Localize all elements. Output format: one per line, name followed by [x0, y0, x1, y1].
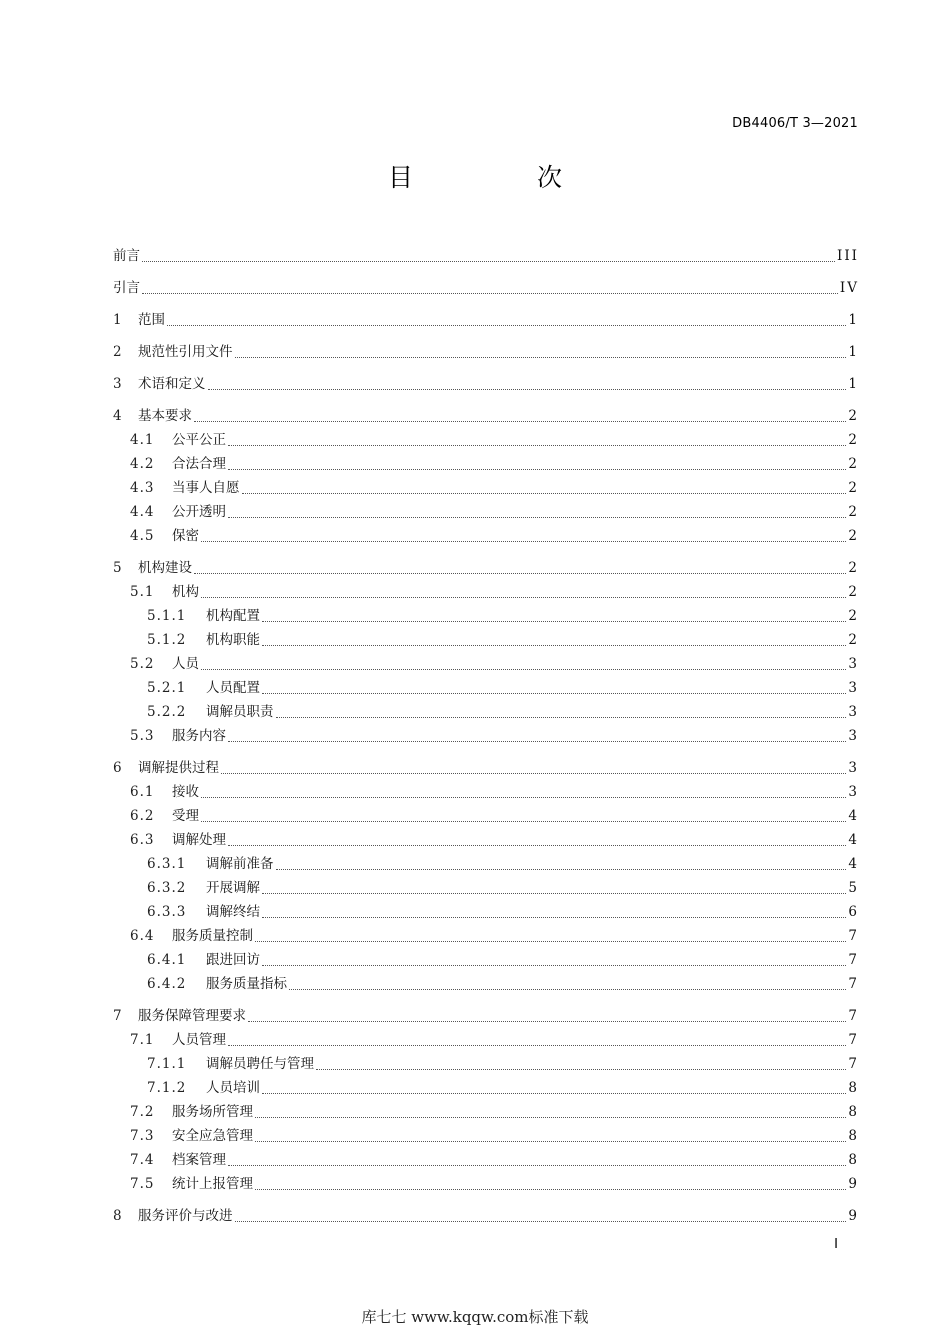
toc-entry[interactable] [113, 1172, 859, 1196]
toc-leader-dots [201, 541, 846, 542]
toc-entry-title: 服务评价与改进 [138, 1208, 233, 1224]
toc-entry[interactable] [113, 276, 859, 300]
toc-leader-dots [167, 325, 846, 326]
toc-entry[interactable] [113, 556, 859, 580]
toc-entry-page: 2 [848, 432, 859, 448]
table-of-contents [113, 244, 859, 1228]
toc-leader-dots [201, 821, 846, 822]
toc-entry-page: 2 [848, 456, 859, 472]
toc-entry[interactable] [113, 756, 859, 780]
toc-entry-number: 4.5 [130, 528, 155, 544]
toc-entry[interactable] [113, 652, 859, 676]
toc-entry-page: 2 [848, 528, 859, 544]
toc-leader-dots [221, 773, 846, 774]
toc-entry-title: 统计上报管理 [172, 1176, 253, 1192]
toc-entry-title: 人员培训 [206, 1080, 260, 1096]
toc-entry-page: 8 [848, 1104, 859, 1120]
toc-entry-number: 6.3 [130, 832, 155, 848]
toc-entry-number: 6.3.3 [147, 904, 187, 920]
toc-entry-title: 前言 [113, 248, 140, 264]
toc-entry[interactable] [113, 700, 859, 724]
toc-entry[interactable] [113, 524, 859, 548]
toc-entry-title: 合法合理 [172, 456, 226, 472]
toc-entry-number: 5.1 [130, 584, 155, 600]
toc-entry-title: 公平公正 [172, 432, 226, 448]
toc-entry-title: 人员配置 [206, 680, 260, 696]
page-title: 目 次 [388, 163, 620, 192]
toc-entry-page: 1 [848, 376, 859, 392]
toc-entry[interactable] [113, 1204, 859, 1228]
toc-entry-page: 9 [848, 1176, 859, 1192]
toc-entry-page: 7 [848, 1056, 859, 1072]
toc-leader-dots [228, 445, 846, 446]
toc-leader-dots [262, 645, 846, 646]
toc-entry-page: 1 [848, 312, 859, 328]
toc-entry-page: 4 [848, 856, 859, 872]
toc-leader-dots [316, 1069, 846, 1070]
toc-leader-dots [248, 1021, 846, 1022]
toc-entry-page: 7 [848, 952, 859, 968]
toc-leader-dots [194, 573, 846, 574]
toc-entry[interactable] [113, 1148, 859, 1172]
toc-entry-title: 服务保障管理要求 [138, 1008, 246, 1024]
toc-entry-title: 机构 [172, 584, 199, 600]
toc-entry-title: 引言 [113, 280, 140, 296]
toc-entry-page: 2 [848, 584, 859, 600]
page-number: I [834, 1237, 838, 1252]
toc-entry-number: 7.5 [130, 1176, 155, 1192]
toc-entry-number: 2 [113, 344, 122, 360]
toc-entry-number: 6.4.1 [147, 952, 187, 968]
toc-entry[interactable] [113, 580, 859, 604]
toc-entry[interactable] [113, 500, 859, 524]
toc-entry[interactable] [113, 780, 859, 804]
toc-leader-dots [235, 1221, 847, 1222]
toc-entry-number: 4.3 [130, 480, 155, 496]
toc-leader-dots [262, 917, 846, 918]
toc-entry-page: 8 [848, 1128, 859, 1144]
toc-entry[interactable] [113, 1028, 859, 1052]
toc-leader-dots [289, 989, 846, 990]
toc-entry[interactable] [113, 244, 859, 268]
toc-entry-page: 7 [848, 928, 859, 944]
toc-entry-number: 6.1 [130, 784, 155, 800]
toc-entry-number: 6.2 [130, 808, 155, 824]
toc-entry-title: 调解前准备 [206, 856, 274, 872]
toc-entry[interactable] [113, 340, 859, 364]
toc-entry-title: 公开透明 [172, 504, 226, 520]
toc-entry-title: 档案管理 [172, 1152, 226, 1168]
toc-entry-page: 8 [848, 1152, 859, 1168]
toc-entry-title: 术语和定义 [138, 376, 206, 392]
toc-entry-number: 4.4 [130, 504, 155, 520]
toc-entry[interactable] [113, 476, 859, 500]
toc-entry-title: 安全应急管理 [172, 1128, 253, 1144]
toc-entry-number: 7.2 [130, 1104, 155, 1120]
toc-entry-number: 6.3.2 [147, 880, 187, 896]
toc-entry-title: 规范性引用文件 [138, 344, 233, 360]
toc-leader-dots [262, 893, 846, 894]
toc-entry[interactable] [113, 1076, 859, 1100]
toc-entry[interactable] [113, 1052, 859, 1076]
toc-entry-title: 当事人自愿 [172, 480, 240, 496]
toc-entry-title: 调解提供过程 [138, 760, 219, 776]
toc-entry-title: 服务内容 [172, 728, 226, 744]
toc-entry-page: 4 [848, 808, 859, 824]
toc-entry-number: 5.1.1 [147, 608, 187, 624]
toc-leader-dots [142, 293, 838, 294]
toc-entry-page: 7 [848, 976, 859, 992]
toc-leader-dots [276, 869, 847, 870]
toc-entry-title: 机构配置 [206, 608, 260, 624]
toc-entry-page: 2 [848, 632, 859, 648]
toc-entry[interactable] [113, 628, 859, 652]
toc-entry-title: 机构职能 [206, 632, 260, 648]
toc-leader-dots [228, 1045, 846, 1046]
toc-entry-number: 5.2.1 [147, 680, 187, 696]
toc-entry-title: 调解员职责 [206, 704, 274, 720]
toc-entry-number: 3 [113, 376, 122, 392]
toc-entry-number: 4 [113, 408, 122, 424]
toc-entry-page: 3 [848, 760, 859, 776]
toc-entry-title: 开展调解 [206, 880, 260, 896]
toc-entry-page: 4 [848, 832, 859, 848]
toc-entry-page: III [837, 248, 859, 264]
toc-entry-page: 3 [848, 728, 859, 744]
toc-entry-page: 3 [848, 784, 859, 800]
toc-leader-dots [194, 421, 846, 422]
toc-leader-dots [276, 717, 847, 718]
toc-leader-dots [228, 517, 846, 518]
toc-entry[interactable] [113, 828, 859, 852]
toc-leader-dots [228, 845, 846, 846]
toc-entry-page: 2 [848, 608, 859, 624]
toc-leader-dots [262, 965, 846, 966]
toc-entry[interactable] [113, 428, 859, 452]
toc-entry-page: 8 [848, 1080, 859, 1096]
toc-leader-dots [262, 621, 846, 622]
toc-entry-number: 7.1.2 [147, 1080, 187, 1096]
toc-leader-dots [255, 1189, 846, 1190]
toc-entry[interactable] [113, 804, 859, 828]
toc-entry[interactable] [113, 900, 859, 924]
toc-entry[interactable] [113, 308, 859, 332]
toc-entry-number: 6.4.2 [147, 976, 187, 992]
toc-entry[interactable] [113, 1100, 859, 1124]
toc-entry-number: 1 [113, 312, 122, 328]
toc-leader-dots [228, 741, 846, 742]
toc-entry[interactable] [113, 604, 859, 628]
toc-entry-number: 7.4 [130, 1152, 155, 1168]
toc-entry-page: 2 [848, 480, 859, 496]
toc-leader-dots [208, 389, 847, 390]
toc-entry[interactable] [113, 1124, 859, 1148]
toc-entry-page: 9 [848, 1208, 859, 1224]
toc-entry-page: IV [839, 280, 859, 296]
toc-leader-dots [228, 469, 846, 470]
toc-entry[interactable] [113, 924, 859, 948]
toc-entry-page: 6 [848, 904, 859, 920]
toc-entry[interactable] [113, 372, 859, 396]
toc-entry-title: 调解处理 [172, 832, 226, 848]
toc-leader-dots [255, 1141, 846, 1142]
toc-leader-dots [262, 693, 846, 694]
toc-entry-title: 跟进回访 [206, 952, 260, 968]
toc-entry-title: 保密 [172, 528, 199, 544]
toc-entry-title: 基本要求 [138, 408, 192, 424]
toc-entry-number: 7.1 [130, 1032, 155, 1048]
toc-entry-title: 服务质量控制 [172, 928, 253, 944]
toc-entry-page: 2 [848, 504, 859, 520]
toc-entry-title: 接收 [172, 784, 199, 800]
toc-entry[interactable] [113, 852, 859, 876]
toc-entry[interactable] [113, 972, 859, 996]
toc-entry-number: 5.1.2 [147, 632, 187, 648]
toc-entry-title: 受理 [172, 808, 199, 824]
toc-entry-page: 1 [848, 344, 859, 360]
toc-entry-number: 5 [113, 560, 122, 576]
toc-leader-dots [235, 357, 847, 358]
toc-entry[interactable] [113, 724, 859, 748]
toc-leader-dots [255, 941, 846, 942]
toc-entry[interactable] [113, 452, 859, 476]
toc-entry-title: 机构建设 [138, 560, 192, 576]
toc-entry-number: 4.1 [130, 432, 155, 448]
toc-leader-dots [201, 797, 846, 798]
watermark-text: 库七七 www.kqqw.com标准下载 [361, 1308, 589, 1326]
toc-entry-number: 8 [113, 1208, 122, 1224]
toc-entry-title: 服务质量指标 [206, 976, 287, 992]
toc-entry-number: 7.1.1 [147, 1056, 187, 1072]
toc-entry-title: 范围 [138, 312, 165, 328]
toc-leader-dots [201, 597, 846, 598]
toc-entry-title: 调解终结 [206, 904, 260, 920]
toc-entry-title: 服务场所管理 [172, 1104, 253, 1120]
toc-entry[interactable] [113, 676, 859, 700]
toc-entry-page: 5 [848, 880, 859, 896]
toc-entry-title: 人员 [172, 656, 199, 672]
toc-entry[interactable] [113, 404, 859, 428]
toc-entry-number: 5.3 [130, 728, 155, 744]
toc-entry-number: 4.2 [130, 456, 155, 472]
toc-entry[interactable] [113, 948, 859, 972]
toc-entry-number: 6.3.1 [147, 856, 187, 872]
toc-entry-page: 2 [848, 408, 859, 424]
toc-entry[interactable] [113, 1004, 859, 1028]
toc-leader-dots [201, 669, 846, 670]
toc-entry-page: 3 [848, 656, 859, 672]
toc-entry-number: 6 [113, 760, 122, 776]
toc-entry-title: 调解员聘任与管理 [206, 1056, 314, 1072]
toc-entry-number: 5.2.2 [147, 704, 187, 720]
toc-entry-page: 2 [848, 560, 859, 576]
toc-entry-number: 6.4 [130, 928, 155, 944]
toc-entry[interactable] [113, 876, 859, 900]
toc-entry-page: 7 [848, 1008, 859, 1024]
toc-entry-number: 7.3 [130, 1128, 155, 1144]
toc-leader-dots [242, 493, 847, 494]
toc-entry-title: 人员管理 [172, 1032, 226, 1048]
toc-leader-dots [142, 261, 835, 262]
toc-leader-dots [255, 1117, 846, 1118]
toc-entry-page: 7 [848, 1032, 859, 1048]
toc-entry-page: 3 [848, 704, 859, 720]
toc-leader-dots [262, 1093, 846, 1094]
toc-entry-page: 3 [848, 680, 859, 696]
toc-entry-number: 7 [113, 1008, 122, 1024]
toc-entry-number: 5.2 [130, 656, 155, 672]
document-code: DB4406/T 3—2021 [732, 116, 858, 131]
toc-leader-dots [228, 1165, 846, 1166]
